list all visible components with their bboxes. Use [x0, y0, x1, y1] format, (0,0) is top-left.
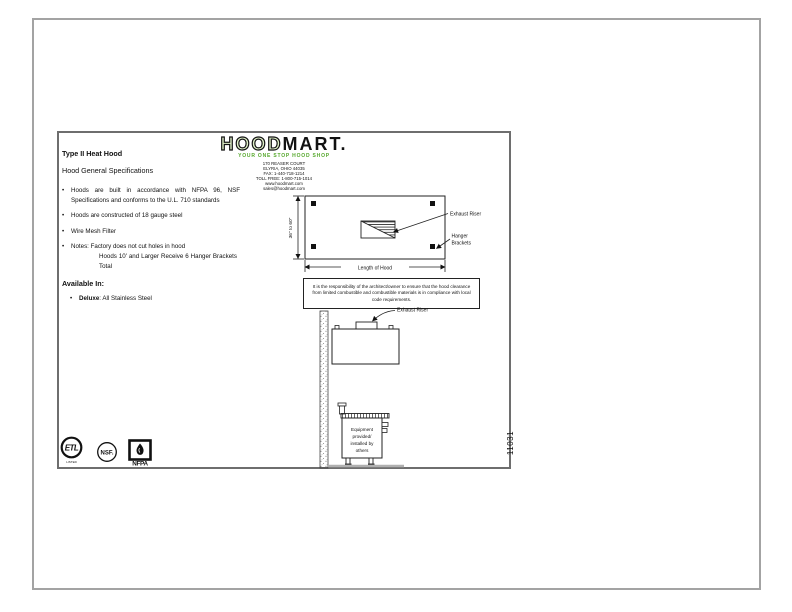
equipment-flue — [340, 406, 345, 414]
page-subtitle: Hood General Specifications — [62, 166, 154, 175]
hood-outline-side — [332, 329, 399, 364]
logo-hood-text: HOOD — [220, 134, 283, 154]
deluxe-label: Deluxe — [79, 295, 100, 303]
etl-listed-mark — [59, 436, 85, 466]
equipment-flue-cap — [338, 403, 346, 406]
address-line: 170 REASER COURT — [262, 161, 306, 166]
list-item — [62, 186, 240, 205]
exhaust-riser-leader — [373, 311, 396, 322]
etl-label: ETL — [64, 443, 79, 453]
spec-panel — [62, 149, 240, 302]
equipment-note-line: Equipment — [351, 427, 373, 432]
spec-bullet-text: • Hoods are constructed of 18 gauge steel — [71, 212, 183, 220]
nsf-label: NSF. — [100, 450, 114, 457]
spec-bullet-text: • Hoods are built in accordance with NFPA 96, NSF Specifications and conforms to the U.L. 710 standards — [71, 187, 240, 204]
page-title: Type II Heat Hood — [62, 149, 123, 158]
available-in-heading: Available In: — [62, 279, 105, 289]
equipment-leg — [346, 458, 350, 464]
equipment-grate-top — [341, 414, 389, 419]
etl-listed-text: LISTED — [66, 460, 77, 464]
list-item — [62, 227, 240, 237]
hanger-brackets-label-line1: Hanger — [451, 233, 468, 240]
exhaust-riser-side — [356, 322, 377, 329]
hanger-bracket-mark — [311, 244, 316, 249]
address-line: ELYRIA, OHIO 44035 — [263, 166, 305, 172]
list-item — [62, 242, 240, 271]
nfpa-flame-icon — [137, 444, 144, 455]
nfpa-label: NFPA — [132, 460, 148, 467]
length-dimension-label: Length of Hood — [357, 265, 393, 272]
list-item — [62, 211, 240, 221]
exhaust-riser-label: Exhaust Riser — [450, 211, 482, 218]
nfpa-mark — [128, 439, 154, 467]
address-line: www.hoodmart.com — [265, 181, 303, 187]
address-line: sales@hoodmart.com — [263, 186, 305, 192]
hanger-bracket-mark — [311, 201, 316, 206]
list-item — [70, 295, 240, 302]
spec-bullet-subtext: Hoods 10' and Larger Receive 6 Hanger Brackets Total — [99, 253, 237, 270]
sheet-number: 11031 — [506, 430, 515, 456]
equipment-note-line: installed by — [350, 441, 374, 446]
height-dimension-label: 36" to 60" — [289, 217, 294, 239]
hood-plan-view-drawing — [283, 192, 495, 278]
exhaust-riser-label: Exhaust Riser — [397, 307, 429, 314]
spec-bullet-list — [62, 186, 240, 271]
equipment-leg — [369, 458, 373, 464]
address-line: TOLL FREE: 1-800-715-1014 — [255, 176, 313, 182]
hanger-bracket-mark — [430, 244, 435, 249]
clearance-note-text: It is the responsibility of the architect/owner to ensure that the hood clearance from limited combustible and combustible materials is in compliance with local code requirements. — [312, 284, 471, 302]
logo-mart-text: MART. — [282, 134, 348, 154]
spec-bullet-text: • Wire Mesh Filter — [71, 227, 117, 235]
logo-tagline: YOUR ONE STOP HOOD SHOP — [238, 153, 330, 159]
deluxe-description: : All Stainless Steel — [99, 295, 152, 303]
hood-side-view-drawing — [305, 300, 470, 470]
nsf-mark — [96, 441, 118, 463]
equipment-note-line: provided/ — [352, 434, 372, 439]
hanger-bracket-side — [389, 326, 393, 330]
spec-bullet-text: • Notes: Factory does not cut holes in hood — [71, 243, 186, 251]
hanger-brackets-label-line2: Brackets — [451, 240, 471, 247]
equipment-knob — [382, 429, 387, 433]
hanger-bracket-side — [335, 326, 339, 330]
equipment-note-line: others — [355, 448, 369, 453]
equipment-handle — [382, 423, 388, 427]
hanger-bracket-mark — [430, 201, 435, 206]
wall-section — [320, 311, 328, 468]
address-line: FAX: 1-440-718-1214 — [263, 171, 305, 177]
